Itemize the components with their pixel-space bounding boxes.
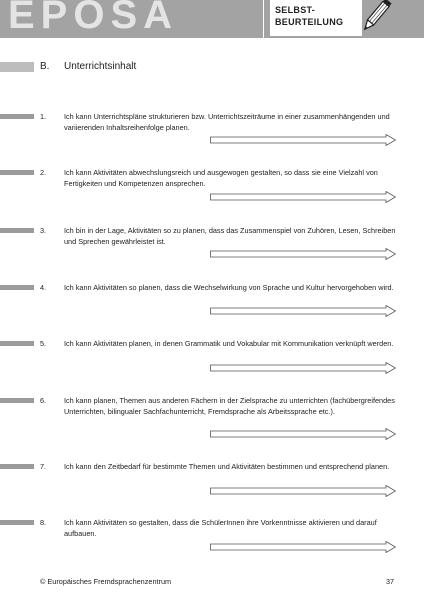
item-number: 8.	[40, 518, 47, 527]
rating-arrow[interactable]	[210, 362, 396, 374]
item-text: Ich kann Aktivitäten so gestalten, dass die SchülerInnen ihre Vorkenntnisse aktivieren und darauf aufbauen.	[64, 518, 377, 538]
item-bar	[0, 114, 34, 119]
item-number: 7.	[40, 462, 47, 471]
item-bar	[0, 170, 34, 175]
item-number: 3.	[40, 226, 47, 235]
item-text: Ich kann Aktivitäten so planen, dass die Wechselwirkung von Sprache und Kultur hervorgehoben wird.	[64, 283, 394, 292]
section-title: Unterrichtsinhalt	[64, 61, 137, 72]
rating-arrow[interactable]	[210, 248, 396, 260]
selbst-line2: BEURTEILUNG	[275, 17, 344, 27]
item-text: Ich kann planen, Themen aus anderen Fächern in der Zielsprache zu unterrichten (fachübergreifendes Unterrichten, bilingualer Sachfachunterricht, Fremdsprache als Arbeitssprache etc.).	[64, 396, 395, 416]
pencil-icon	[346, 0, 402, 38]
header-divider	[263, 0, 264, 38]
rating-arrow[interactable]	[210, 305, 396, 317]
item-bar	[0, 520, 34, 525]
item-number: 2.	[40, 168, 47, 177]
rating-arrow[interactable]	[210, 485, 396, 497]
item-bar	[0, 464, 34, 469]
section-letter: B.	[40, 61, 50, 72]
item-number: 6.	[40, 396, 47, 405]
selbst-line1: SELBST-	[275, 5, 316, 15]
rating-arrow[interactable]	[210, 134, 396, 146]
item-text: Ich kann den Zeitbedarf für bestimmte Themen und Aktivitäten bestimmen und entsprechend planen.	[64, 462, 390, 471]
item-number: 1.	[40, 112, 47, 121]
item-bar	[0, 228, 34, 233]
item-text: Ich bin in der Lage, Aktivitäten so zu planen, dass das Zusammenspiel von Zuhören, Lesen, Schreiben und Sprechen gewährleistet ist.	[64, 226, 396, 246]
rating-arrow[interactable]	[210, 541, 396, 553]
footer-copyright: © Europäisches Fremdsprachenzentrum	[40, 577, 172, 586]
eposa-logo: EPOSA	[8, 0, 179, 37]
item-bar	[0, 341, 34, 346]
item-number: 4.	[40, 283, 47, 292]
item-text: Ich kann Aktivitäten planen, in denen Grammatik und Vokabular mit Kommunikation verknüpft werden.	[64, 339, 394, 348]
rating-arrow[interactable]	[210, 428, 396, 440]
header-bar	[0, 0, 424, 38]
item-bar	[0, 285, 34, 290]
rating-arrow[interactable]	[210, 191, 396, 203]
item-number: 5.	[40, 339, 47, 348]
item-text: Ich kann Aktivitäten abwechslungsreich und ausgewogen gestalten, so dass sie eine Vielzahl von Fertigkeiten und Kompetenzen ansprechen.	[64, 168, 378, 188]
item-bar	[0, 398, 34, 403]
section-bar	[0, 62, 34, 72]
page-number: 37	[386, 577, 395, 586]
item-text: Ich kann Unterrichtspläne strukturieren bzw. Unterrichtszeiträume in einer zusammenhängenden und variierenden Inhaltsreihenfolge planen.	[64, 112, 390, 132]
